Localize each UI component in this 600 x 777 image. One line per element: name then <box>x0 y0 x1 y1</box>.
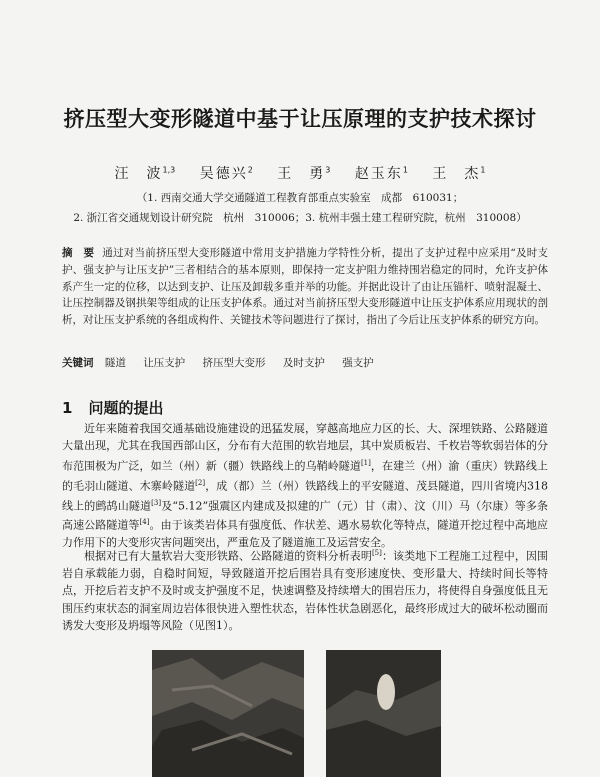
keyword: 强支护 <box>342 357 374 369</box>
keywords-label: 关键词 <box>62 357 94 369</box>
citation: [5] <box>371 549 382 557</box>
tunnel-deformation-photo <box>152 650 304 777</box>
affiliation-line: （1. 西南交通大学交通隧道工程教育部重点实验室 成都 610031； <box>136 192 464 204</box>
author: 吴德兴$^2$ <box>199 165 253 182</box>
citation: [3] <box>151 498 162 507</box>
abstract <box>62 245 548 329</box>
section-heading <box>62 397 163 418</box>
author: 赵玉东$^1$ <box>354 165 408 182</box>
abstract-text: 通过对当前挤压型大变形隧道中常用支护措施力学特性分析，提出了支护过程中应采用“及时支护、强支护与让压支护”三者相结合的基本原则，即保持一定支护阻力维持围岩稳定的同时，允许支护体系产生一定的位移，以达到支护、让压及卸载多重并举的功能。并据此设计了由让压锚杆、喷射混凝土、让压控制器及钢拱架等组成的让压支护体系。通过对当前挤压型大变形隧道中让压支护体系应用现状的剖析，对让压支护系统的各组成构件、关键技术等问题进行了探讨，指出了今后让压支护体系的研究方向。 <box>62 247 549 327</box>
body-paragraph: 近年来随着我国交通基础设施建设的迅猛发展，穿越高地应力区的长、大、深埋铁路、公路隧道大量出现，尤其在我国西部山区，分布有大范围的软岩地层，其中炭质板岩、千枚岩等软弱岩体的分布范围极为广泛，如兰（州）新（疆）铁路线上的乌鞘岭隧道[1]，在建兰（州）渝（重庆）铁路线上的毛羽山隧道、木寨岭隧道[2]，成（都）兰（州）铁路线上的平安隧道、茂县隧道，四川省境内318线上的鹧鸪山隧道[3]及“5.12”强震区内建成及拟建的广（元）甘（肃）、汶（川）马（尔康）等多条高速公路隧道等[4]。由于该类岩体具有强度低、作状差、遇水易软化等特点，隧道开挖过程中高地应力作用下的大变形灾害问题突出，严重危及了隧道施工及运营安全。 <box>62 422 549 550</box>
section-number: 1 <box>62 399 73 417</box>
section-title: 问题的提出 <box>88 399 164 417</box>
author: 汪 波$^{1,3}$ <box>114 165 176 182</box>
keyword: 及时支护 <box>282 357 325 369</box>
keywords <box>62 355 548 370</box>
tunnel-collapse-photo <box>326 650 441 777</box>
affiliation-line: 2. 浙江省交通规划设计研究院 杭州 310006；3. 杭州丰强土建工程研究院，杭州 310008） <box>73 212 527 224</box>
citation: [2] <box>195 478 206 487</box>
author: 王 勇$^3$ <box>277 165 331 182</box>
citation: [1] <box>360 458 371 467</box>
paper-title: 挤压型大变形隧道中基于让压原理的支护技术探讨 <box>63 107 537 131</box>
author: 王 杰$^1$ <box>432 165 486 182</box>
author-list <box>0 163 600 183</box>
body-paragraph: 根据对已有大量软岩大变形铁路、公路隧道的资料分析表明[5]：该类地下工程施工过程中，因围岩自承载能力弱，自稳时间短，导致隧道开挖后围岩具有变形速度快、变形量大、持续时间长等特点，开挖后若支护不及时或支护强度不足，快速调整及持续增大的围岩压力，将使得自身强度低且无围压约束状态的洞室周边岩体很快进入塑性状态，岩体性状急剧恶化，最终形成过大的破坏松动圈而诱发大变形及坍塌等风险（见图1）。 <box>62 549 549 632</box>
citation: [4] <box>139 518 150 527</box>
keyword: 挤压型大变形 <box>202 357 266 369</box>
keyword: 让压支护 <box>143 357 186 369</box>
abstract-label: 摘 要 <box>62 247 95 259</box>
keyword: 隧道 <box>104 357 126 369</box>
